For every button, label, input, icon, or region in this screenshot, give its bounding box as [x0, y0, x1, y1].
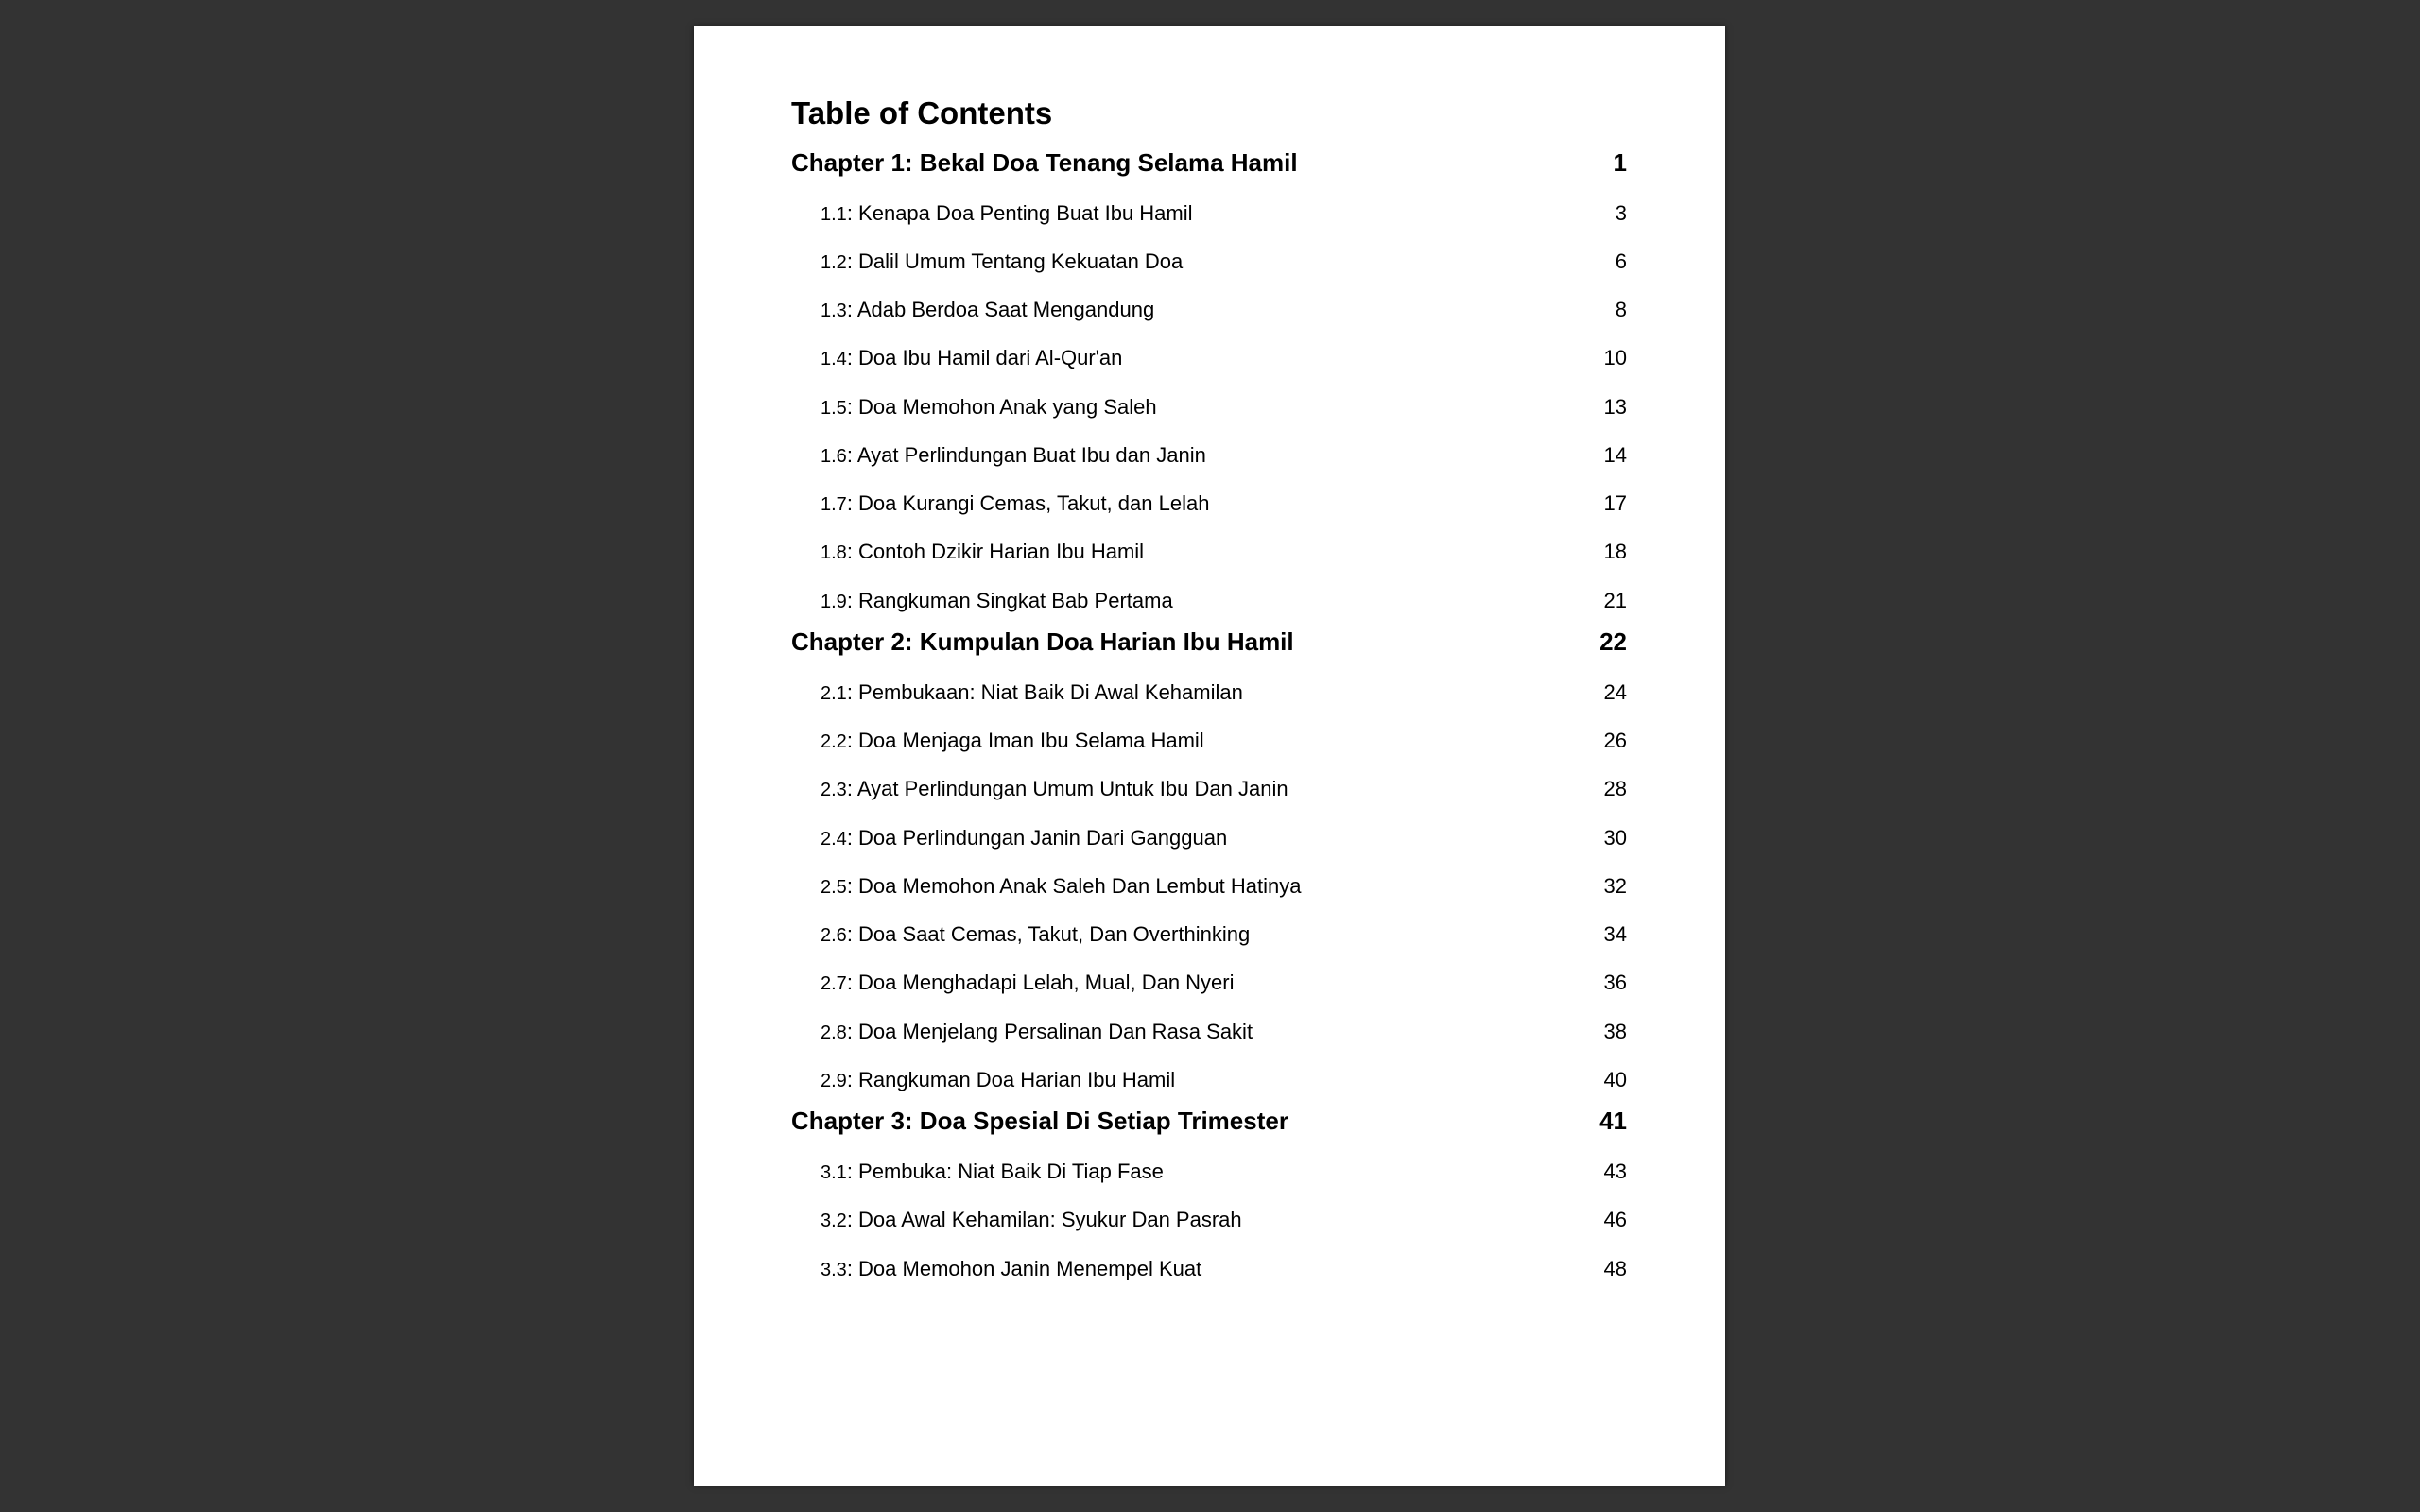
- toc-chapter-entry[interactable]: [791, 146, 1627, 180]
- section-title: Pembuka: Niat Baik Di Tiap Fase: [858, 1160, 1164, 1184]
- toc-section-entry[interactable]: 2.3: Ayat Perlindungan Umum Untuk Ibu Dan Janin 28: [821, 777, 1627, 801]
- toc-chapter-entry[interactable]: [791, 625, 1627, 659]
- section-number: 1.9: [821, 591, 847, 612]
- toc-section-entry[interactable]: 1.4: Doa Ibu Hamil dari Al-Qur'an 10: [821, 346, 1627, 370]
- toc-section-entry[interactable]: 2.6: Doa Saat Cemas, Takut, Dan Overthinking 34: [821, 922, 1627, 947]
- section-title: Kenapa Doa Penting Buat Ibu Hamil: [858, 200, 1193, 225]
- section-number: 1.6: [821, 445, 847, 467]
- section-page-number: 6: [1615, 249, 1627, 273]
- section-title: Doa Memohon Anak Saleh Dan Lembut Hatinya: [858, 873, 1302, 898]
- section-number: 2.1: [821, 682, 847, 704]
- toc-section-entry[interactable]: 3.2: Doa Awal Kehamilan: Syukur Dan Pasrah 46: [821, 1208, 1627, 1232]
- section-number: 2.6: [821, 925, 847, 947]
- section-title: Doa Menjelang Persalinan Dan Rasa Sakit: [858, 1019, 1253, 1043]
- section-title: Doa Ibu Hamil dari Al-Qur'an: [858, 346, 1123, 370]
- toc-section-entry[interactable]: 1.9: Rangkuman Singkat Bab Pertama 21: [821, 588, 1627, 612]
- section-title: Doa Saat Cemas, Takut, Dan Overthinking: [858, 922, 1251, 947]
- section-number: 2.3: [821, 780, 847, 801]
- chapter-title: Chapter 3: Doa Spesial Di Setiap Trimester: [791, 1107, 1288, 1135]
- section-page-number: 26: [1603, 729, 1627, 753]
- section-title: Doa Menghadapi Lelah, Mual, Dan Nyeri: [858, 971, 1235, 995]
- section-title: Doa Menjaga Iman Ibu Selama Hamil: [858, 729, 1204, 753]
- section-page-number: 32: [1603, 873, 1627, 898]
- section-number: 2.9: [821, 1070, 847, 1091]
- toc-section-entry[interactable]: 1.2: Dalil Umum Tentang Kekuatan Doa 6: [821, 249, 1627, 273]
- chapter-block: [791, 1105, 1627, 1294]
- section-page-number: 24: [1603, 679, 1627, 704]
- toc-section-entry[interactable]: 1.6: Ayat Perlindungan Buat Ibu dan Janin 14: [821, 442, 1627, 467]
- chapter-block: [791, 146, 1627, 625]
- section-number: 1.2: [821, 251, 847, 273]
- chapter-page-number: 1: [1613, 147, 1627, 177]
- section-number: 1.3: [821, 301, 847, 322]
- section-number: 1.1: [821, 203, 847, 225]
- section-title: Contoh Dzikir Harian Ibu Hamil: [858, 540, 1145, 564]
- toc-section-entry[interactable]: 3.3: Doa Memohon Janin Menempel Kuat 48: [821, 1256, 1627, 1280]
- toc-section-entry[interactable]: 2.9: Rangkuman Doa Harian Ibu Hamil 40: [821, 1067, 1627, 1091]
- toc-section-entry[interactable]: 2.4: Doa Perlindungan Janin Dari Gangguan 30: [821, 825, 1627, 850]
- section-page-number: 14: [1603, 442, 1627, 467]
- section-number: 2.2: [821, 731, 847, 753]
- section-number: 3.2: [821, 1211, 847, 1232]
- table-of-contents: [791, 94, 1627, 1293]
- section-number: 1.5: [821, 397, 847, 419]
- toc-section-entry[interactable]: 2.1: Pembukaan: Niat Baik Di Awal Kehamilan 24: [821, 679, 1627, 704]
- section-title: Ayat Perlindungan Buat Ibu dan Janin: [856, 442, 1206, 467]
- toc-section-entry[interactable]: 2.2: Doa Menjaga Iman Ibu Selama Hamil 26: [821, 729, 1627, 753]
- section-number: 2.5: [821, 876, 847, 898]
- section-title: Doa Kurangi Cemas, Takut, dan Lelah: [858, 491, 1210, 516]
- chapter-page-number: 41: [1599, 1107, 1627, 1135]
- section-number: 1.7: [821, 494, 847, 516]
- chapter-title: Chapter 2: Kumpulan Doa Harian Ibu Hamil: [791, 627, 1294, 656]
- section-page-number: 38: [1603, 1019, 1627, 1043]
- section-page-number: 10: [1603, 346, 1627, 370]
- toc-section-entry[interactable]: 1.8: Contoh Dzikir Harian Ibu Hamil 18: [821, 540, 1627, 564]
- section-title: Doa Perlindungan Janin Dari Gangguan: [858, 825, 1228, 850]
- section-page-number: 30: [1603, 825, 1627, 850]
- section-page-number: 13: [1603, 394, 1627, 419]
- toc-section-entry[interactable]: 2.7: Doa Menghadapi Lelah, Mual, Dan Nyeri 36: [821, 971, 1627, 995]
- section-page-number: 43: [1603, 1160, 1627, 1184]
- section-title: Rangkuman Doa Harian Ibu Hamil: [858, 1067, 1176, 1091]
- section-title: Doa Awal Kehamilan: Syukur Dan Pasrah: [858, 1208, 1242, 1232]
- section-page-number: 3: [1615, 200, 1627, 225]
- section-number: 1.8: [821, 542, 847, 564]
- section-page-number: 21: [1603, 588, 1627, 612]
- document-page: [694, 26, 1725, 1486]
- section-number: 2.7: [821, 973, 847, 995]
- toc-chapter-entry[interactable]: [791, 1105, 1627, 1139]
- section-number: 3.1: [821, 1162, 847, 1184]
- section-page-number: 40: [1603, 1067, 1627, 1091]
- section-title: Ayat Perlindungan Umum Untuk Ibu Dan Janin: [856, 777, 1288, 801]
- toc-section-entry[interactable]: 2.5: Doa Memohon Anak Saleh Dan Lembut Hatinya 32: [821, 873, 1627, 898]
- section-page-number: 17: [1603, 491, 1627, 516]
- chapter-title: Chapter 1: Bekal Doa Tenang Selama Hamil: [791, 147, 1298, 177]
- section-number: 3.3: [821, 1259, 847, 1280]
- toc-section-entry[interactable]: 3.1: Pembuka: Niat Baik Di Tiap Fase 43: [821, 1160, 1627, 1184]
- section-number: 2.4: [821, 828, 847, 850]
- toc-section-entry[interactable]: 1.5: Doa Memohon Anak yang Saleh 13: [821, 394, 1627, 419]
- toc-section-entry[interactable]: 1.7: Doa Kurangi Cemas, Takut, dan Lelah 17: [821, 491, 1627, 516]
- toc-section-entry[interactable]: 2.8: Doa Menjelang Persalinan Dan Rasa Sakit 38: [821, 1019, 1627, 1043]
- section-page-number: 18: [1603, 540, 1627, 564]
- section-title: Doa Memohon Janin Menempel Kuat: [858, 1256, 1202, 1280]
- section-page-number: 34: [1603, 922, 1627, 947]
- chapter-block: [791, 625, 1627, 1104]
- section-page-number: 48: [1603, 1256, 1627, 1280]
- section-title: Rangkuman Singkat Bab Pertama: [858, 588, 1173, 612]
- toc-section-entry[interactable]: 1.1: Kenapa Doa Penting Buat Ibu Hamil 3: [821, 200, 1627, 225]
- section-number: 2.8: [821, 1022, 847, 1043]
- section-title: Doa Memohon Anak yang Saleh: [858, 394, 1157, 419]
- chapter-page-number: 22: [1599, 627, 1627, 656]
- toc-section-entry[interactable]: 1.3: Adab Berdoa Saat Mengandung 8: [821, 298, 1627, 322]
- section-page-number: 28: [1603, 777, 1627, 801]
- toc-title: Table of Contents: [791, 95, 1053, 130]
- section-page-number: 46: [1603, 1208, 1627, 1232]
- section-number: 1.4: [821, 349, 847, 370]
- section-title: Dalil Umum Tentang Kekuatan Doa: [858, 249, 1184, 273]
- section-title: Adab Berdoa Saat Mengandung: [856, 298, 1155, 322]
- section-title: Pembukaan: Niat Baik Di Awal Kehamilan: [858, 679, 1243, 704]
- section-page-number: 8: [1615, 298, 1627, 322]
- section-page-number: 36: [1603, 971, 1627, 995]
